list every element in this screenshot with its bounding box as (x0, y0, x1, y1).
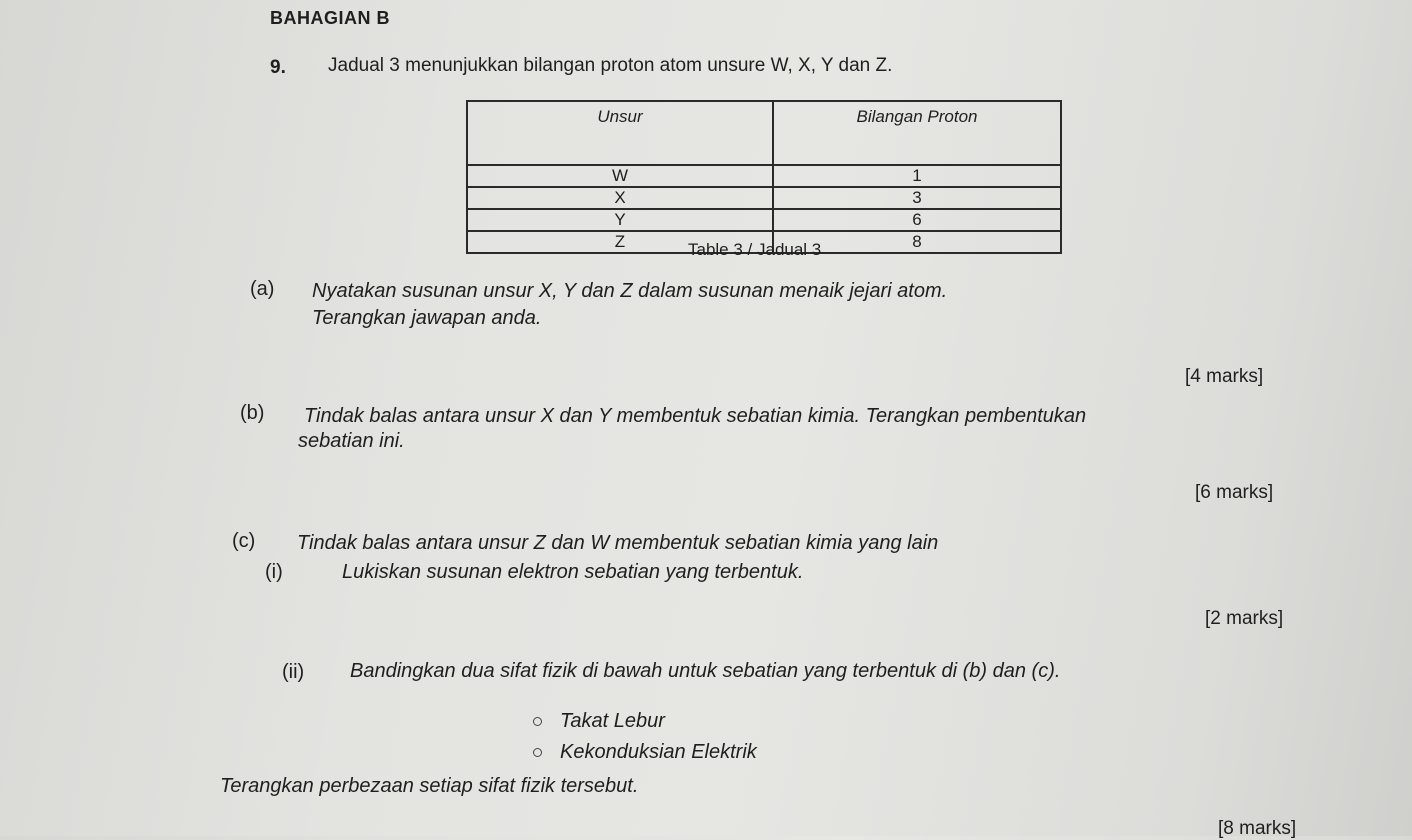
table-row (467, 165, 1061, 187)
bullet-circle-icon (533, 748, 542, 757)
part-c-ii-closing: Terangkan perbezaan setiap sifat fizik tersebut. (220, 775, 639, 797)
part-c-label: (c) (232, 530, 256, 552)
table-caption: Table 3 / Jadual 3 (688, 240, 822, 259)
list-item (533, 741, 757, 764)
part-c-ii-label: (ii) (282, 661, 305, 683)
table-row (467, 209, 1061, 231)
proton-table (466, 100, 1062, 254)
table-cell-element: Z (467, 231, 773, 253)
column-header-unsur: Unsur (467, 101, 773, 165)
table-cell-proton: 1 (773, 165, 1061, 187)
part-c-question: Tindak balas antara unsur Z dan W membentuk sebatian kimia yang lain (297, 532, 939, 554)
table-cell-proton: 3 (773, 187, 1061, 209)
table-header-row (467, 101, 1061, 165)
part-c-i-label: (i) (265, 561, 283, 583)
part-a-question: Nyatakan susunan unsur X, Y dan Z dalam susunan menaik jejari atom. (312, 280, 948, 302)
table-cell-element: Y (467, 209, 773, 231)
part-a-label: (a) (250, 278, 275, 300)
question-number: 9. (270, 57, 286, 78)
table-cell-element: W (467, 165, 773, 187)
part-c-ii-marks: [8 marks] (1218, 818, 1297, 839)
bullet-circle-icon (533, 717, 542, 726)
part-a-marks: [4 marks] (1185, 366, 1264, 387)
part-a-question-line2: Terangkan jawapan anda. (312, 307, 542, 329)
part-b-question-line2: sebatian ini. (298, 430, 405, 452)
part-c-i-question: Lukiskan susunan elektron sebatian yang terbentuk. (342, 561, 804, 583)
column-header-proton: Bilangan Proton (773, 101, 1061, 165)
question-intro: Jadual 3 menunjukkan bilangan proton atom unsure W, X, Y dan Z. (328, 55, 893, 76)
part-b-marks: [6 marks] (1195, 482, 1274, 503)
part-c-i-marks: [2 marks] (1205, 608, 1284, 629)
list-item (533, 710, 665, 733)
part-b-question: Tindak balas antara unsur X dan Y membentuk sebatian kimia. Terangkan pembentukan (304, 405, 1087, 427)
bullet-text: Kekonduksian Elektrik (560, 741, 757, 763)
part-b-label: (b) (240, 402, 265, 424)
table-cell-proton: 8 (773, 231, 1061, 253)
section-header: BAHAGIAN B (270, 8, 390, 28)
part-c-ii-question: Bandingkan dua sifat fizik di bawah untuk sebatian yang terbentuk di (b) dan (c). (350, 660, 1061, 682)
table-row (467, 187, 1061, 209)
bullet-text: Takat Lebur (560, 710, 665, 732)
table-cell-proton: 6 (773, 209, 1061, 231)
table-cell-element: X (467, 187, 773, 209)
